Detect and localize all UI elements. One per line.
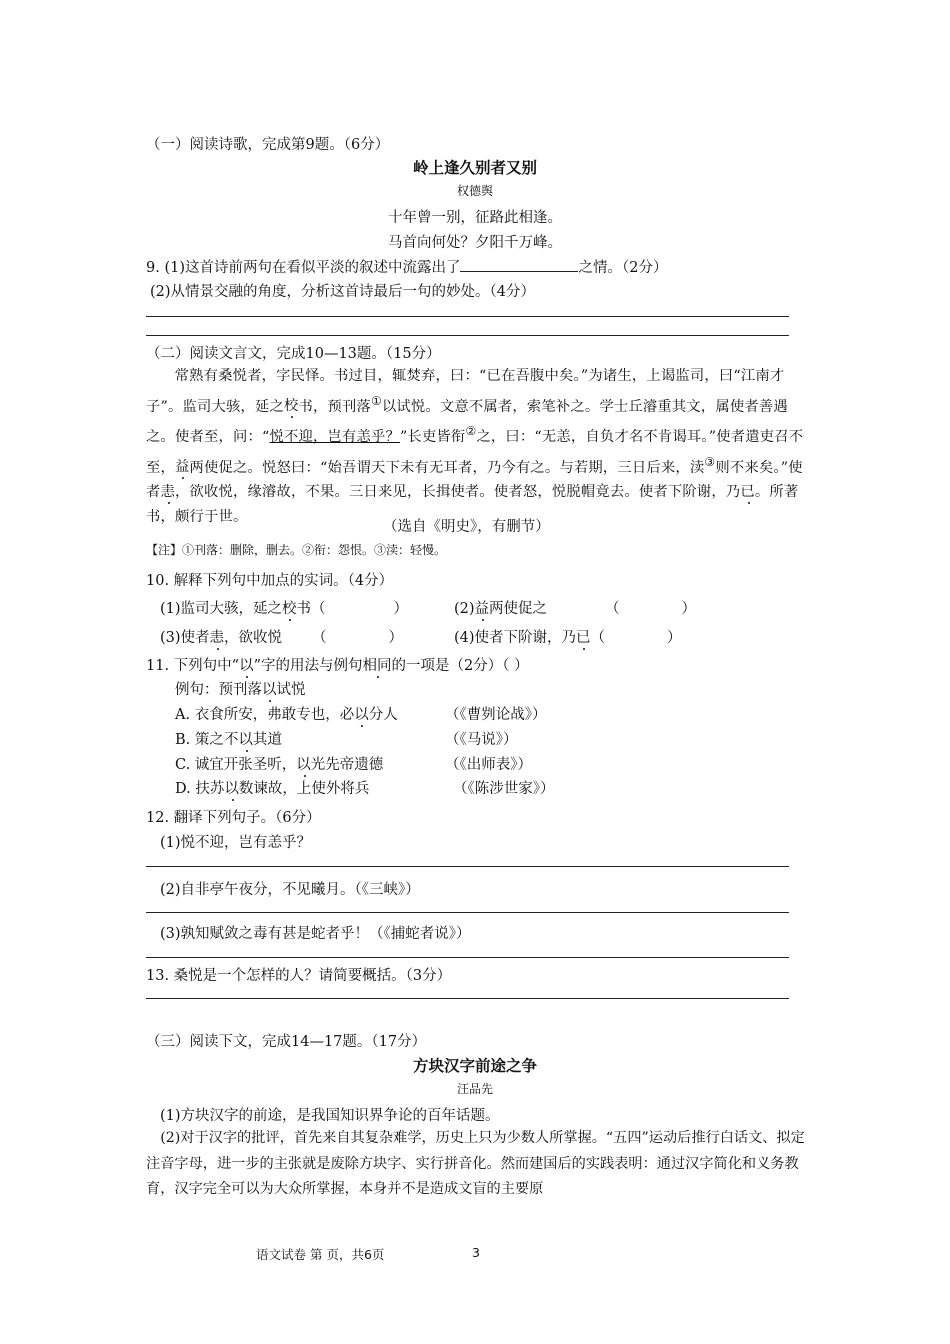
question-9-1-text: 9. (1)这首诗前两句在看似平淡的叙述中流露出了 bbox=[146, 260, 461, 276]
q-text: （ bbox=[590, 630, 606, 646]
dotted-word: 校 bbox=[283, 398, 299, 415]
footnote-mark: ① bbox=[370, 393, 382, 408]
q-text: (1)监司大骇，延之 bbox=[160, 601, 283, 617]
answer-line[interactable] bbox=[146, 866, 789, 867]
option-a[interactable] bbox=[175, 703, 398, 724]
passage-text: 书，预刊落 bbox=[298, 398, 371, 415]
q-text: (3)使者 bbox=[160, 630, 210, 646]
option-c-source: （《出师表》） bbox=[445, 757, 532, 773]
footnote-mark: ② bbox=[465, 424, 477, 439]
q-text: D. 扶苏 bbox=[175, 781, 225, 797]
dotted-word: 以 bbox=[238, 732, 253, 748]
option-d-source: （《陈涉世家》） bbox=[453, 781, 555, 797]
question-10-3 bbox=[160, 626, 403, 647]
question-12-3: (3)孰知赋敛之毒有甚是蛇者乎！（《捕蛇者说》） bbox=[160, 926, 471, 942]
classical-passage bbox=[146, 364, 810, 530]
passage-text: 常熟有桑悦者，字民怿。书过目，辄焚弃，曰：“已在吾腹中矣。”为诸生，上谒监司，曰“江南才子”。监司大骇，延之 bbox=[146, 368, 785, 415]
q-text: ） bbox=[388, 630, 404, 646]
footnote-mark: ③ bbox=[704, 454, 716, 469]
q-text: 两使促之 bbox=[489, 601, 548, 617]
question-9-1 bbox=[146, 256, 667, 277]
q-text: 书（ bbox=[296, 601, 326, 617]
dotted-word: 恚 bbox=[160, 484, 175, 501]
underlined-sentence: 悦不迎，岂有恙乎？ bbox=[269, 428, 400, 445]
q-text: A. 衣食所安，弗敢专也，必 bbox=[175, 707, 355, 723]
q-text: ） bbox=[393, 601, 409, 617]
question-10-2 bbox=[454, 597, 696, 618]
answer-line[interactable] bbox=[146, 998, 789, 999]
q-text: （ bbox=[312, 630, 327, 646]
article-title: 方块汉字前途之争 bbox=[412, 1057, 537, 1075]
q-text: ，欲收悦 bbox=[224, 630, 283, 646]
section-3-heading: （三）阅读下文，完成14—17题。（17分） bbox=[146, 1034, 427, 1050]
option-b-source: （《马说》） bbox=[445, 732, 518, 748]
dotted-word: 已 bbox=[576, 630, 591, 646]
question-10: 10. 解释下列句中加点的实词。（4分） bbox=[146, 573, 394, 589]
dotted-word: 以 bbox=[224, 781, 239, 797]
option-b[interactable] bbox=[175, 728, 282, 749]
passage-text: 则不来矣。”使者 bbox=[146, 459, 803, 501]
q-text: 例句：预刊落 bbox=[175, 682, 262, 698]
section-2-heading: （二）阅读文言文，完成10—13题。（15分） bbox=[146, 346, 441, 362]
passage-text: ”长吏皆衔 bbox=[399, 428, 466, 445]
dotted-word: 相同 bbox=[362, 658, 392, 674]
answer-blank[interactable] bbox=[460, 257, 578, 272]
q-text: 数谏故，上使外将兵 bbox=[238, 781, 370, 797]
passage-note: 【注】①刊落：删除，删去。②衔：怨恨。③渎：轻慢。 bbox=[146, 543, 447, 557]
q-text: (2) bbox=[454, 601, 475, 617]
question-12-2: (2)自非亭午夜分，不见曦月。（《三峡》） bbox=[160, 882, 420, 898]
poem-author: 权德舆 bbox=[456, 184, 493, 198]
q-text: (4)使者下阶谢，乃 bbox=[454, 630, 577, 646]
question-9-2: (2)从情景交融的角度，分析这首诗最后一句的妙处。（4分） bbox=[150, 284, 536, 300]
answer-line[interactable] bbox=[146, 335, 789, 336]
answer-line[interactable] bbox=[146, 957, 789, 958]
dotted-word: 益 bbox=[474, 601, 490, 617]
q-text: 11. 下列句中“ bbox=[146, 658, 240, 674]
question-12-1: (1)悦不迎，岂有恙乎？ bbox=[160, 835, 312, 851]
passage-source: （选自《明史》，有删节） bbox=[383, 519, 550, 535]
question-11-example bbox=[175, 678, 306, 699]
q-text: B. 策之不 bbox=[175, 732, 239, 748]
dotted-word: 已 bbox=[740, 484, 755, 501]
passage-text: 。所著书，颇行于世。 bbox=[146, 484, 799, 525]
dotted-word: 益 bbox=[175, 459, 190, 476]
passage-text: 之，曰：“无恙，自负才名不肯谒耳。”使者遣吏召不至， bbox=[146, 428, 804, 476]
passage-text: ，欲收悦，缘濬故，不果。三日来见，长揖使者。使者怒，悦脱帽竟去。使者下阶谢，乃 bbox=[175, 484, 741, 501]
page-number: 3 bbox=[472, 1245, 480, 1260]
q-text: ） bbox=[667, 630, 682, 646]
passage-text: 两使促之。悦怒曰：“始吾谓天下未有无耳者，乃今有之。与若期，三日后来，渎 bbox=[189, 459, 705, 476]
dotted-word: 以 bbox=[262, 682, 277, 698]
answer-line[interactable] bbox=[146, 912, 789, 913]
dotted-word: 以 bbox=[296, 757, 311, 773]
poem-line-1: 十年曾一别，征路此相逢。 bbox=[388, 210, 562, 226]
question-10-1 bbox=[160, 597, 408, 618]
answer-line[interactable] bbox=[146, 316, 789, 317]
article-paragraph-1: (1)方块汉字的前途，是我国知识界争论的百年话题。 bbox=[160, 1108, 500, 1124]
q-text: 试悦 bbox=[276, 682, 306, 698]
q-text: ”字的用法与例句 bbox=[253, 658, 363, 674]
question-11 bbox=[146, 654, 529, 675]
q-text: （ bbox=[605, 601, 620, 617]
dotted-word: 校 bbox=[282, 601, 297, 617]
question-12: 12. 翻译下列句子。（6分） bbox=[146, 810, 321, 826]
poem-line-2: 马首向何处？夕阳千万峰。 bbox=[388, 235, 562, 251]
option-d[interactable] bbox=[175, 777, 369, 798]
q-text: 光先帝遗德 bbox=[310, 757, 384, 773]
q-text: 其道 bbox=[252, 732, 282, 748]
passage-text: 以试悦。文意不属者，索笔补之。学士丘濬重其文，属使者善遇之。使者至，问：“ bbox=[146, 398, 788, 445]
dotted-word: 恚 bbox=[209, 630, 225, 646]
article-author: 汪品先 bbox=[456, 1082, 493, 1096]
q-text: C. 诚宜开张圣听， bbox=[175, 757, 297, 773]
question-13: 13. 桑悦是一个怎样的人？请简要概括。（3分） bbox=[146, 968, 452, 984]
poem-title: 岭上逢久别者又别 bbox=[412, 159, 537, 177]
article-paragraph-2: (2)对于汉字的批评，首先来自其复杂难学，历史上只为少数人所掌握。“五四”运动后推行白话文、拟定注音字母，进一步的主张就是废除方块字、实行拼音化。然而建国后的实践表明：通过汉字简化和义务教育，汉字完全可以为大众所掌握，本身并不是造成文盲的主要原 bbox=[146, 1130, 805, 1197]
footer-label: 语文试卷 第 页，共6页 bbox=[256, 1247, 385, 1262]
q-text: ） bbox=[681, 601, 697, 617]
section-1-heading: （一）阅读诗歌，完成第9题。（6分） bbox=[146, 137, 390, 153]
q-text: 的一项是（2分）（ ） bbox=[391, 658, 529, 674]
question-9-1-tail: 之情。（2分） bbox=[578, 260, 668, 276]
question-10-4 bbox=[454, 626, 682, 647]
dotted-word: 以 bbox=[354, 707, 369, 723]
dotted-word: 以 bbox=[239, 658, 254, 674]
option-a-source: （《曹刿论战》） bbox=[445, 707, 547, 723]
q-text: 分人 bbox=[368, 707, 398, 723]
option-c[interactable] bbox=[175, 753, 383, 774]
